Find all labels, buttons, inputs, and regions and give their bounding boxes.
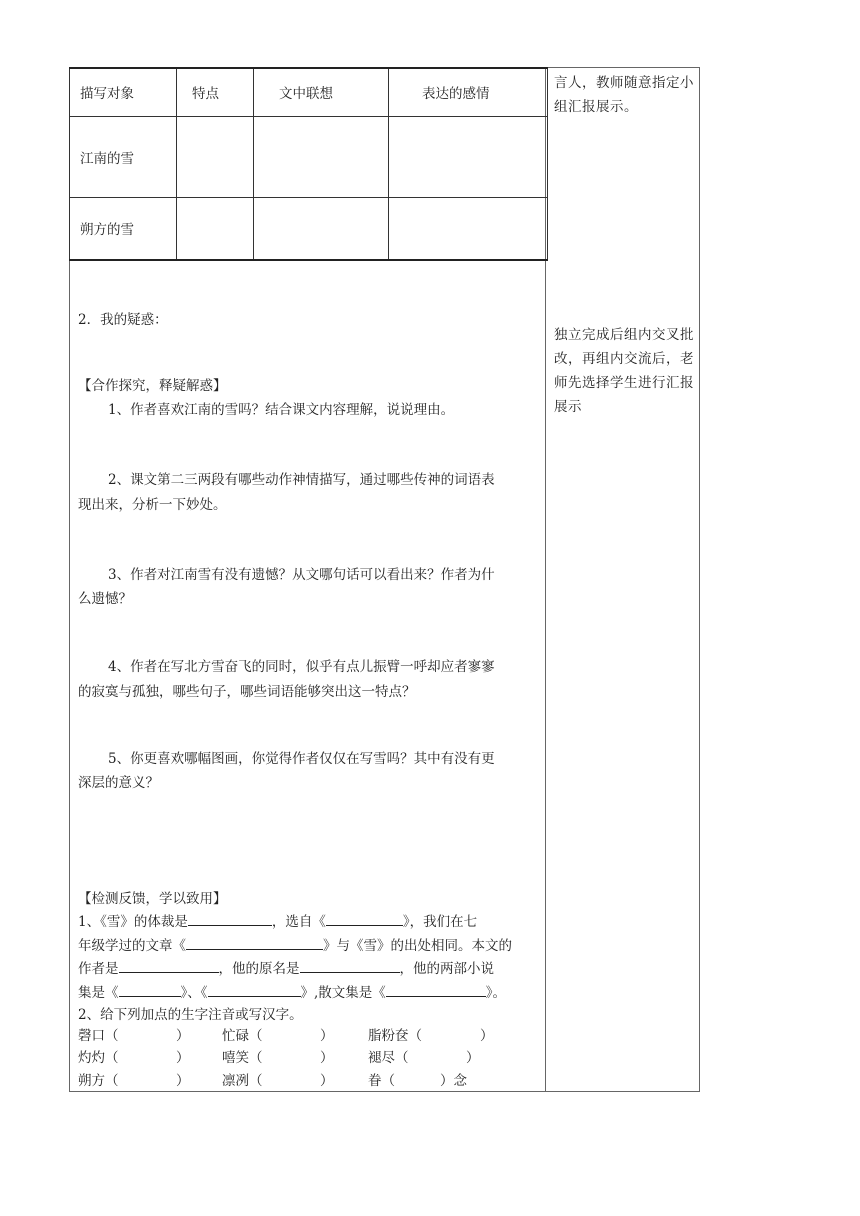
question-text: 现出来，分析一下妙处。 (78, 497, 227, 513)
answer-blank[interactable] (188, 911, 272, 926)
answer-blank[interactable] (186, 935, 323, 950)
header-cell: 描写对象 (70, 68, 177, 116)
question-text: 4、作者在写北方雪奋飞的同时，似乎有点儿振臂一呼却应者寥寥 (108, 659, 495, 675)
word-item: 忙碌（ (222, 1028, 263, 1044)
answer-blank[interactable] (326, 911, 403, 926)
fill-line (78, 935, 512, 956)
answer-blank[interactable] (119, 982, 181, 997)
fill-line (78, 982, 506, 1003)
question-text: 3、作者对江南雪有没有遗憾？从文哪句话可以看出来？作者为什 (108, 567, 495, 583)
word-item: 褪尽（ (368, 1050, 409, 1066)
fill-text: 年级学过的文章《 (78, 938, 186, 954)
word-item: ） (480, 1028, 494, 1044)
row-label: 江南的雪 (70, 116, 177, 197)
word-item: 嘻笑（ (222, 1050, 263, 1066)
table-cell[interactable] (254, 116, 389, 197)
table-cell[interactable] (254, 197, 389, 260)
fill-text: ，他的两部小说 (399, 961, 494, 977)
word-item: ） (176, 1028, 190, 1044)
table-cell[interactable] (389, 116, 548, 197)
word-item: ） (176, 1050, 190, 1066)
word-item: ） (176, 1073, 190, 1089)
fill-text: ，选自《 (271, 914, 326, 930)
instruction-text: 2、给下列加点的生字注音或写汉字。 (78, 1007, 303, 1023)
coop-heading: 【合作探究，释疑解惑】 (78, 378, 227, 394)
fill-line (78, 958, 494, 979)
word-item: 磬口（ (78, 1028, 119, 1044)
fill-text: 集是《 (78, 985, 119, 1001)
question-text: 的寂寞与孤独，哪些句子，哪些词语能够突出这一特点？ (78, 684, 416, 700)
answer-blank[interactable] (208, 982, 301, 997)
header-cell: 表达的感情 (389, 68, 548, 116)
answer-blank[interactable] (386, 982, 486, 997)
table-header-row (70, 68, 548, 116)
question-text: 么遗憾？ (78, 591, 132, 607)
word-item: 眷（ (368, 1073, 395, 1089)
word-item: 朔方（ (78, 1073, 119, 1089)
question-text: 2、课文第二三两段有哪些动作神情描写，通过哪些传神的词语表 (108, 472, 495, 488)
description-table (69, 67, 548, 261)
fill-line (78, 911, 477, 932)
table-cell[interactable] (389, 197, 548, 260)
test-heading: 【检测反馈，学以致用】 (78, 891, 227, 907)
row-label: 朔方的雪 (70, 197, 177, 260)
word-item: 凛冽（ (222, 1073, 263, 1089)
word-item: ）念 (440, 1073, 467, 1089)
header-cell: 特点 (177, 68, 254, 116)
fill-text: 1、《雪》的体裁是 (78, 914, 188, 930)
word-item: ） (466, 1050, 480, 1066)
word-item: 灼灼（ (78, 1050, 119, 1066)
header-cell: 文中联想 (254, 68, 389, 116)
table-row (70, 197, 548, 260)
answer-blank[interactable] (300, 958, 400, 973)
fill-text: 》,散文集是《 (300, 985, 386, 1001)
question-text: 5、你更喜欢哪幅图画，你觉得作者仅仅在写雪吗？其中有没有更 (108, 751, 495, 767)
word-item: ） (320, 1073, 334, 1089)
fill-text: ，他的原名是 (218, 961, 300, 977)
doubt-heading: 2．我的疑惑： (78, 312, 168, 328)
fill-text: 》、《 (180, 985, 208, 1001)
table-cell[interactable] (177, 116, 254, 197)
side-note: 言人，教师随意指定小组汇报展示。 (554, 75, 694, 115)
word-item: 脂粉奁（ (368, 1028, 422, 1044)
table-cell[interactable] (177, 197, 254, 260)
word-item: ） (320, 1050, 334, 1066)
question-text: 深层的意义？ (78, 775, 159, 791)
word-item: ） (320, 1028, 334, 1044)
answer-blank[interactable] (119, 958, 219, 973)
fill-text: 》，我们在七 (402, 914, 478, 930)
side-note: 独立完成后组内交叉批改，再组内交流后，老师先选择学生进行汇报展示 (554, 327, 694, 415)
fill-text: 作者是 (78, 961, 119, 977)
question-text: 1、作者喜欢江南的雪吗？结合课文内容理解，说说理由。 (108, 402, 455, 418)
fill-text: 》与《雪》的出处相同。本文的 (323, 938, 512, 954)
table-row (70, 116, 548, 197)
fill-text: 》。 (485, 985, 507, 1001)
